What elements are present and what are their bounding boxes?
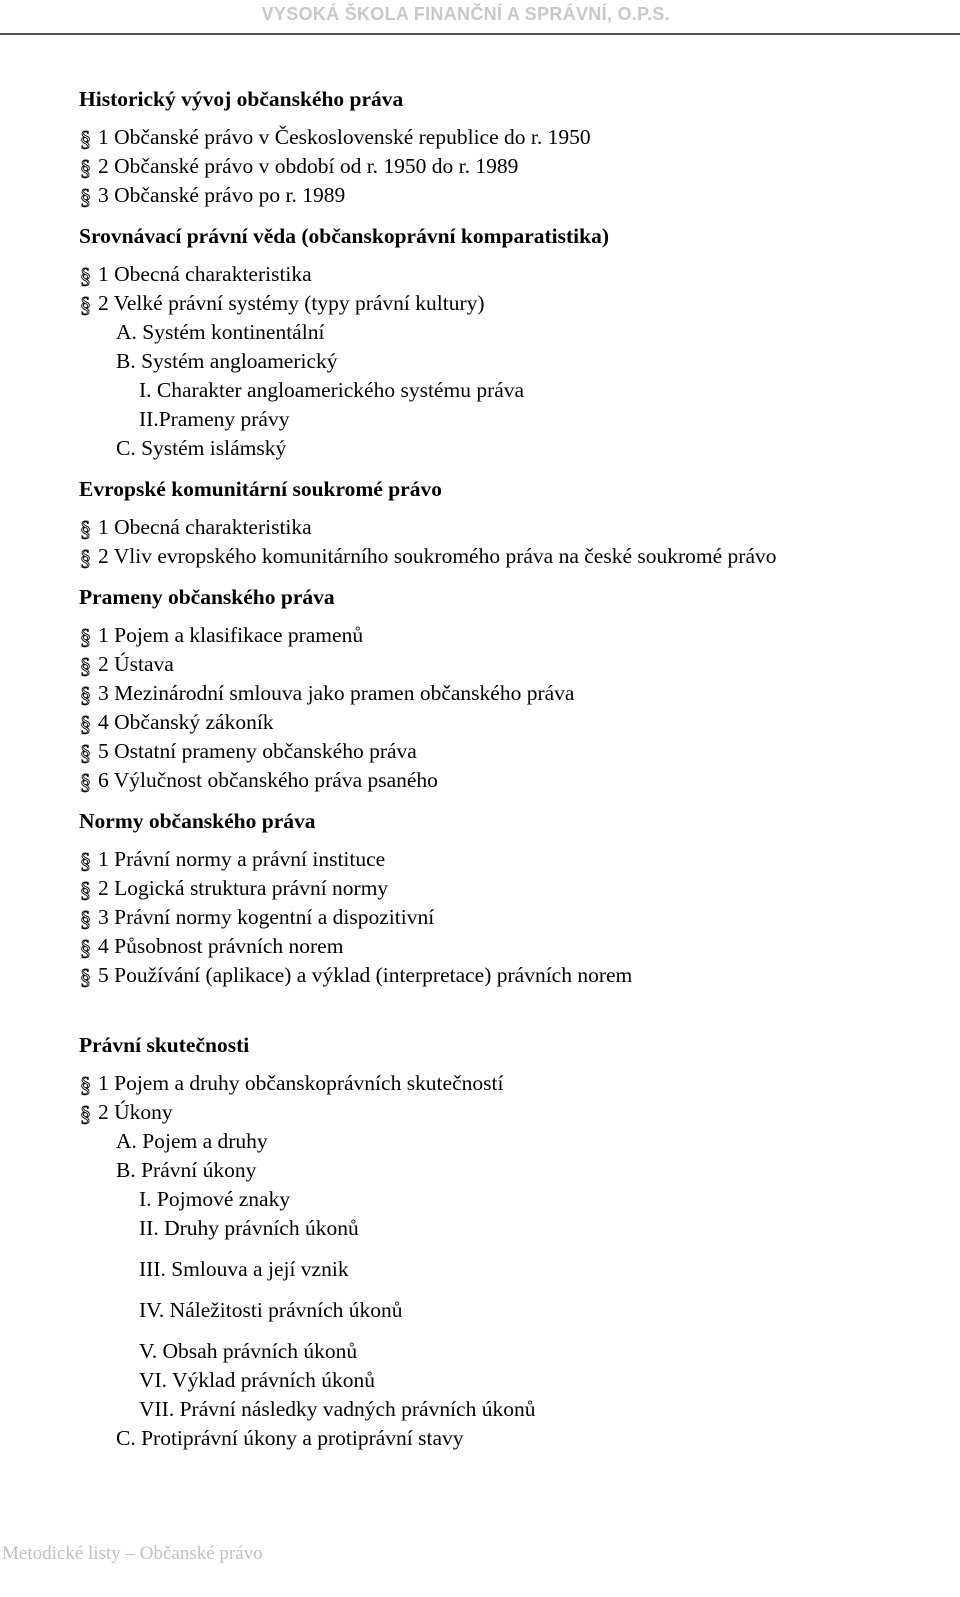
list-item: § 2 Logická struktura právní normy: [80, 876, 389, 901]
section-srovnavaci-pravni-veda: [79, 221, 939, 463]
svg-text:§: §: [80, 154, 91, 179]
list-item: § 3 Občanské právo po r. 1989: [80, 183, 346, 208]
section-sign-icon: [79, 292, 93, 316]
section-title: Normy občanského práva: [79, 809, 316, 833]
list-item: § 3 Právní normy kogentní a dispozitivní: [80, 905, 435, 930]
svg-text:§: §: [80, 623, 91, 648]
list-item-subsub: V. Obsah právních úkonů: [139, 1339, 358, 1363]
list-item-subsub: II.Prameny právy: [139, 407, 290, 431]
page-footer: Metodické listy – Občanské právo: [2, 1543, 263, 1564]
list-item: § 1 Právní normy a právní instituce: [80, 847, 386, 872]
svg-text:§: §: [80, 262, 91, 287]
svg-text:§: §: [80, 710, 91, 735]
list-item-subsub: VI. Výklad právních úkonů: [139, 1368, 376, 1392]
section-sign-icon: [79, 545, 93, 569]
svg-text:§: §: [80, 876, 91, 901]
svg-text:§: §: [80, 652, 91, 677]
svg-text:§: §: [80, 681, 91, 706]
list-item-subsub: I. Pojmové znaky: [139, 1187, 291, 1211]
list-item: § 2 Občanské právo v období od r. 1950 do r. 1989: [80, 154, 519, 179]
list-item-subsub: III. Smlouva a její vznik: [139, 1257, 349, 1281]
section-sign-icon: [79, 740, 93, 764]
list-item: § 1 Občanské právo v Československé republice do r. 1950: [80, 125, 591, 150]
section-normy-obcanskeho-prava: [79, 806, 939, 990]
section-title: Historický vývoj občanského práva: [79, 87, 404, 111]
section-title: Srovnávací právní věda (občanskoprávní komparatistika): [79, 224, 610, 248]
list-item: § 2 Velké právní systémy (typy právní kultury): [80, 291, 485, 316]
list-item-subsub: I. Charakter angloamerického systému práva: [139, 378, 525, 402]
list-item: § 2 Ústava: [80, 652, 174, 677]
document-body: [79, 84, 939, 1453]
list-item: § 1 Pojem a klasifikace pramenů: [80, 623, 364, 648]
svg-text:§: §: [80, 515, 91, 540]
section-sign-icon: [79, 769, 93, 793]
list-item-sub: B. Systém angloamerický: [116, 349, 338, 373]
list-item-sub: B. Právní úkony: [116, 1158, 257, 1182]
svg-text:§: §: [80, 183, 91, 208]
section-historicky-vyvoj: [79, 84, 939, 210]
section-title: Prameny občanského práva: [79, 585, 335, 609]
list-item: § 1 Obecná charakteristika: [80, 262, 312, 287]
list-item-subsub: IV. Náležitosti právních úkonů: [139, 1298, 403, 1322]
svg-text:§: §: [80, 905, 91, 930]
section-sign-icon: [79, 848, 93, 872]
section-title: Právní skutečnosti: [79, 1033, 250, 1057]
list-item: § 4 Občanský zákoník: [80, 710, 274, 735]
section-prameny-obcanskeho-prava: [79, 582, 939, 795]
section-sign-icon: [79, 624, 93, 648]
svg-text:§: §: [80, 291, 91, 316]
list-item: § 3 Mezinárodní smlouva jako pramen občanského práva: [80, 681, 575, 706]
section-sign-icon: [79, 711, 93, 735]
section-sign-icon: [79, 682, 93, 706]
section-sign-icon: [79, 906, 93, 930]
list-item: § 2 Úkony: [80, 1100, 173, 1125]
svg-text:§: §: [80, 544, 91, 569]
section-sign-icon: [79, 935, 93, 959]
list-item-sub: C. Systém islámský: [116, 436, 287, 460]
list-item-subsub: II. Druhy právních úkonů: [139, 1216, 359, 1240]
svg-text:§: §: [80, 934, 91, 959]
list-item-sub: A. Systém kontinentální: [116, 320, 325, 344]
header-rule: [0, 33, 960, 35]
section-sign-icon: [79, 155, 93, 179]
section-sign-icon: [79, 1101, 93, 1125]
svg-text:§: §: [80, 963, 91, 988]
list-item: § 4 Působnost právních norem: [80, 934, 344, 959]
svg-text:§: §: [80, 739, 91, 764]
section-sign-icon: [79, 653, 93, 677]
svg-text:§: §: [80, 1100, 91, 1125]
section-title: Evropské komunitární soukromé právo: [79, 477, 442, 501]
section-sign-icon: [79, 184, 93, 208]
list-item: § 5 Používání (aplikace) a výklad (interpretace) právních norem: [80, 963, 633, 988]
section-sign-icon: [79, 263, 93, 287]
section-sign-icon: [79, 126, 93, 150]
list-item: § 2 Vliv evropského komunitárního soukromého práva na české soukromé právo: [80, 544, 777, 569]
list-item-sub: C. Protiprávní úkony a protiprávní stavy: [116, 1426, 464, 1450]
section-sign-icon: [79, 516, 93, 540]
list-item: § 1 Pojem a druhy občanskoprávních skutečností: [80, 1071, 504, 1096]
svg-text:§: §: [80, 125, 91, 150]
svg-text:§: §: [80, 1071, 91, 1096]
section-sign-icon: [79, 877, 93, 901]
list-item: § 6 Výlučnost občanského práva psaného: [80, 768, 438, 793]
list-item: § 1 Obecná charakteristika: [80, 515, 312, 540]
section-pravni-skutecnosti: [79, 1030, 939, 1453]
section-sign-icon: [79, 1072, 93, 1096]
page-header-title: VYSOKÁ ŠKOLA FINANČNÍ A SPRÁVNÍ, O.P.S.: [261, 4, 670, 24]
list-item: § 5 Ostatní prameny občanského práva: [80, 739, 417, 764]
list-item-sub: A. Pojem a druhy: [116, 1129, 268, 1153]
section-evropske-komunitarni-pravo: [79, 474, 939, 571]
list-item-subsub: VII. Právní následky vadných právních úkonů: [139, 1397, 536, 1421]
section-sign-icon: [79, 964, 93, 988]
svg-text:§: §: [80, 768, 91, 793]
svg-text:§: §: [80, 847, 91, 872]
